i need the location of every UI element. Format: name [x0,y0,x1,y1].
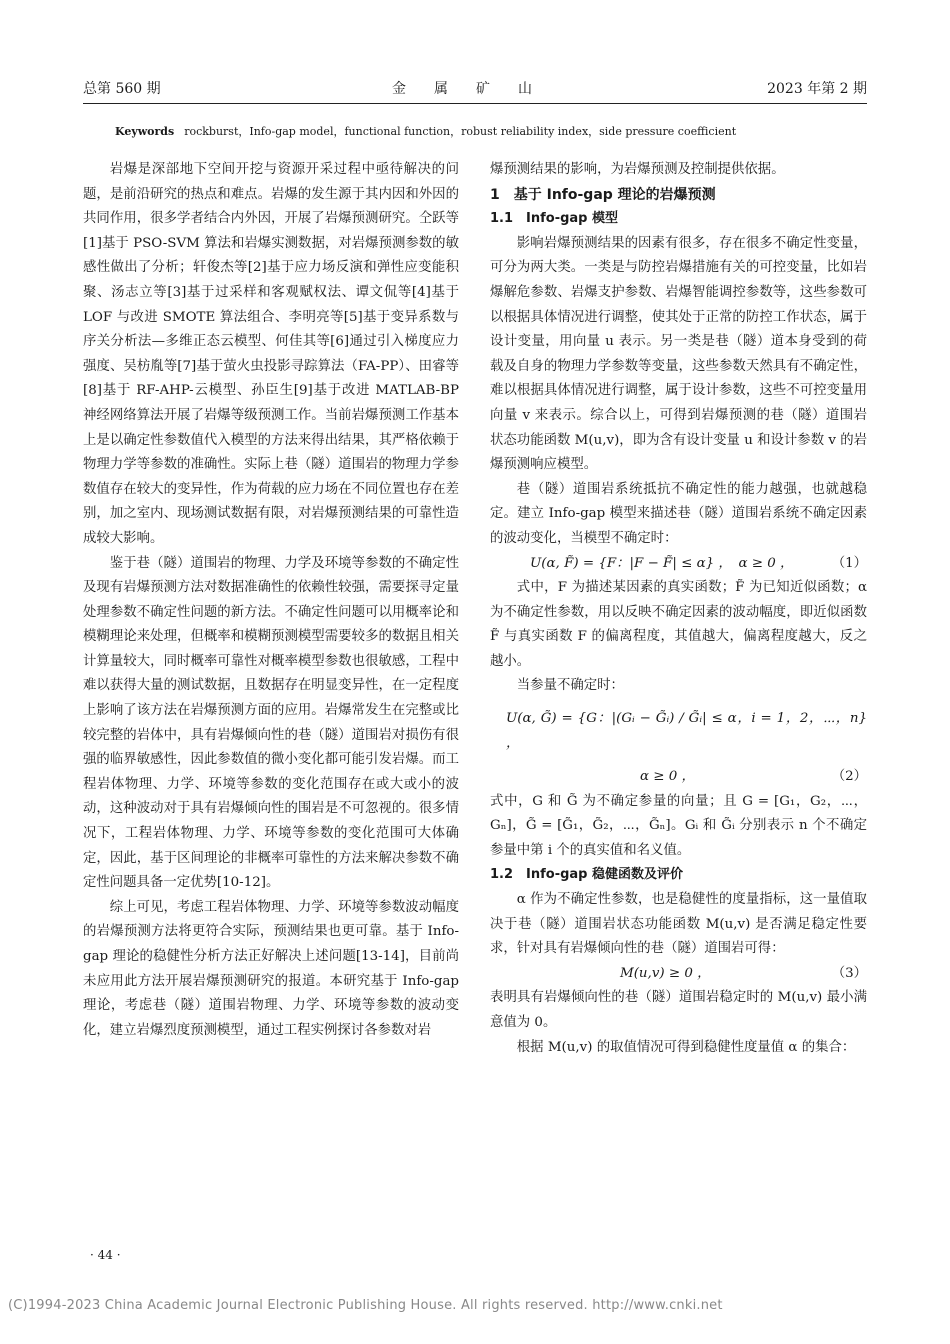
equation-2-condition [490,765,867,790]
paragraph: 岩爆是深部地下空间开挖与资源开采过程中亟待解决的问题，是前沿研究的热点和难点。岩爆的发生源于其内因和外因的共同作用，很多学者结合内外因，开展了岩爆预测研究。仝跃等[1]基于 PSO-SVM 算法和岩爆实测数据，对岩爆预测参数的敏感性做出了分析；轩俊杰等[2]基于应力场反演和弹性应变能积聚、汤志立等[3]基于过采样和客观赋权法、谭文侃等[4]基于 LOF 与改进 SMOTE 算法组合、李明亮等[5]基于变异系数与序关分析法—多维正态云模型、何佳其等[6]通过引入梯度应力强度、吴枋胤等[7]基于萤火虫投影寻踪算法（FA-PP）、田睿等[8]基于 RF-AHP-云模型、孙臣生[9]基于改进 MATLAB-BP 神经网络算法开展了岩爆等级预测工作。当前岩爆预测工作基本上是以确定性参数值代入模型的方法来得出结果，其严格依赖于物理力学等参数的准确性。实际上巷（隧）道围岩的物理力学参数值存在较大的变异性，作为荷载的应力场在不同位置也存在差别，加之室内、现场测试数据有限，对岩爆预测结果的可靠性造成较大影响。 [83,162,459,546]
equation-number: （1） [831,555,867,571]
paragraph: α 作为不确定性参数，也是稳健性的度量指标，这一量值取决于巷（隧）道围岩状态功能函数 M(u,v) 是否满足稳定性要求，针对具有岩爆倾向性的巷（隧）道围岩可得： [490,892,867,957]
paragraph: 根据 M(u,v) 的取值情况可得到稳健性度量值 α 的集合： [516,1039,856,1055]
subsection-heading: 1.2 Info-gap 稳健函数及评价 [490,867,684,883]
keywords-label: Keywords [115,125,175,138]
paragraph: 影响岩爆预测结果的因素有很多，存在很多不确定性变量，可分为两大类。一类是与防控岩爆措施有关的可控变量，比如岩爆解危参数、岩爆支护参数、岩爆智能调控参数等，这些参数可以根据具体情况进行调整，使其处于正常的防控工作状态，属于设计变量，用向量 u 表示。另一类是巷（隧）道本身受到的荷载及自身的物理力学参数等变量，这些参数天然具有不确定性，难以根据具体情况进行调整，属于设计参数，这些不可控变量用向量 v 来表示。综合以上，可得到岩爆预测的巷（隧）道围岩状态功能函数 M(u,v)，即为含有设计变量 u 和设计参数 v 的岩爆预测响应模型。 [490,235,867,473]
paragraph: 表明具有岩爆倾向性的巷（隧）道围岩稳定时的 M(u,v) 最小满意值为 0。 [490,990,867,1030]
equation-number: （3） [831,965,867,981]
paragraph: 式中，F 为描述某因素的真实函数；F̃ 为已知近似函数；α 为不确定性参数，用以反映不确定因素的波动幅度，即近似函数 F̃ 与真实函数 F 的偏离程度，其值越大，偏离程度越大，反之越小。 [490,580,867,669]
equation-body: M(u,v) ≥ 0 ， [620,965,711,981]
paragraph: 式中，G 和 G̃ 为不确定参量的向量；且 G = [G₁，G₂，⋯，Gₙ]，G̃ = [G̃₁，G̃₂，⋯，G̃ₙ]。Gᵢ 和 G̃ᵢ 分别表示 n 个不确定参量中第 i 个的真实值和名义值。 [490,793,867,858]
paragraph: 巷（隧）道围岩系统抵抗不确定性的能力越强，也就越稳定。建立 Info-gap 模型来描述巷（隧）道围岩系统不确定因素的波动变化，当模型不确定时： [490,481,867,546]
subsection-heading: 1.1 Info-gap 模型 [490,211,619,227]
header-rule [83,103,867,104]
copyright-footer: (C)1994-2023 China Academic Journal Electronic Publishing House. All rights reserved. http://www.cnki.net [8,1298,723,1313]
header-journal: 金 属 矿 山 [392,81,532,97]
paragraph: 综上可见，考虑工程岩体物理、力学、环境等参数波动幅度的岩爆预测方法将更符合实际，预测结果也更可靠。基于 Info-gap 理论的稳健性分析方法正好解决上述问题[13-14]，目前尚未应用此方法开展岩爆预测研究的报道。本研究基于 Info-gap 理论，考虑巷（隧）道围岩物理、力学、环境等参数的波动变化，建立岩爆烈度预测模型，通过工程实例探讨各参数对岩 [83,899,459,1038]
left-column [83,158,459,1043]
right-column [490,158,867,1060]
keywords-text: rockburst，Info-gap model，functional function，robust reliability index，side pressure coefficient [184,125,737,138]
paragraph: 爆预测结果的影响，为岩爆预测及控制提供依据。 [490,162,785,177]
equation-body: U(α, G̃) = {G：|(Gᵢ − G̃ᵢ) / G̃ᵢ| ≤ α，i = 1，2，⋯，n} ， [506,711,867,752]
equation-1 [490,552,867,577]
header-left: 总第 560 期 [83,81,161,97]
paragraph: 当参量不确定时： [516,678,624,694]
page-number: · 44 · [90,1248,121,1262]
equation-3 [490,962,867,987]
equation-number: （2） [831,769,867,785]
equation-2 [490,699,867,765]
keywords [115,123,736,139]
header-right: 2023 年第 2 期 [767,81,867,97]
section-heading: 1 基于 Info-gap 理论的岩爆预测 [490,186,716,203]
equation-body: U(α, F̃) = {F：|F − F̃| ≤ α} ， α ≥ 0 ， [530,555,794,571]
paragraph: 鉴于巷（隧）道围岩的物理、力学及环境等参数的不确定性及现有岩爆预测方法对数据准确性的依赖性较强，需要探寻定量处理参数不确定性问题的新方法。不确定性问题可以用概率论和模糊理论来处理，但概率和模糊预测模型需要较多的数据且相关计算量较大，同时概率可靠性对概率模型参数也很敏感，工程中难以获得大量的测试数据，且数据存在明显变异性，在一定程度上影响了该方法在岩爆预测方面的应用。岩爆常发生在完整或比较完整的岩体中，具有岩爆倾向性的巷（隧）道围岩对损伤有很强的临界敏感性，因此参数值的微小变化都可能引发岩爆。而工程岩体物理、力学、环境等参数的变化范围存在或大或小的波动，这种波动对于具有岩爆倾向性的围岩是不可忽视的。很多情况下，工程岩体物理、力学、环境等参数的变化范围可大体确定，因此，基于区间理论的非概率可靠性的方法来解决参数不确定性问题具备一定优势[10-12]。 [83,555,459,891]
equation-body: α ≥ 0 ， [640,769,695,785]
